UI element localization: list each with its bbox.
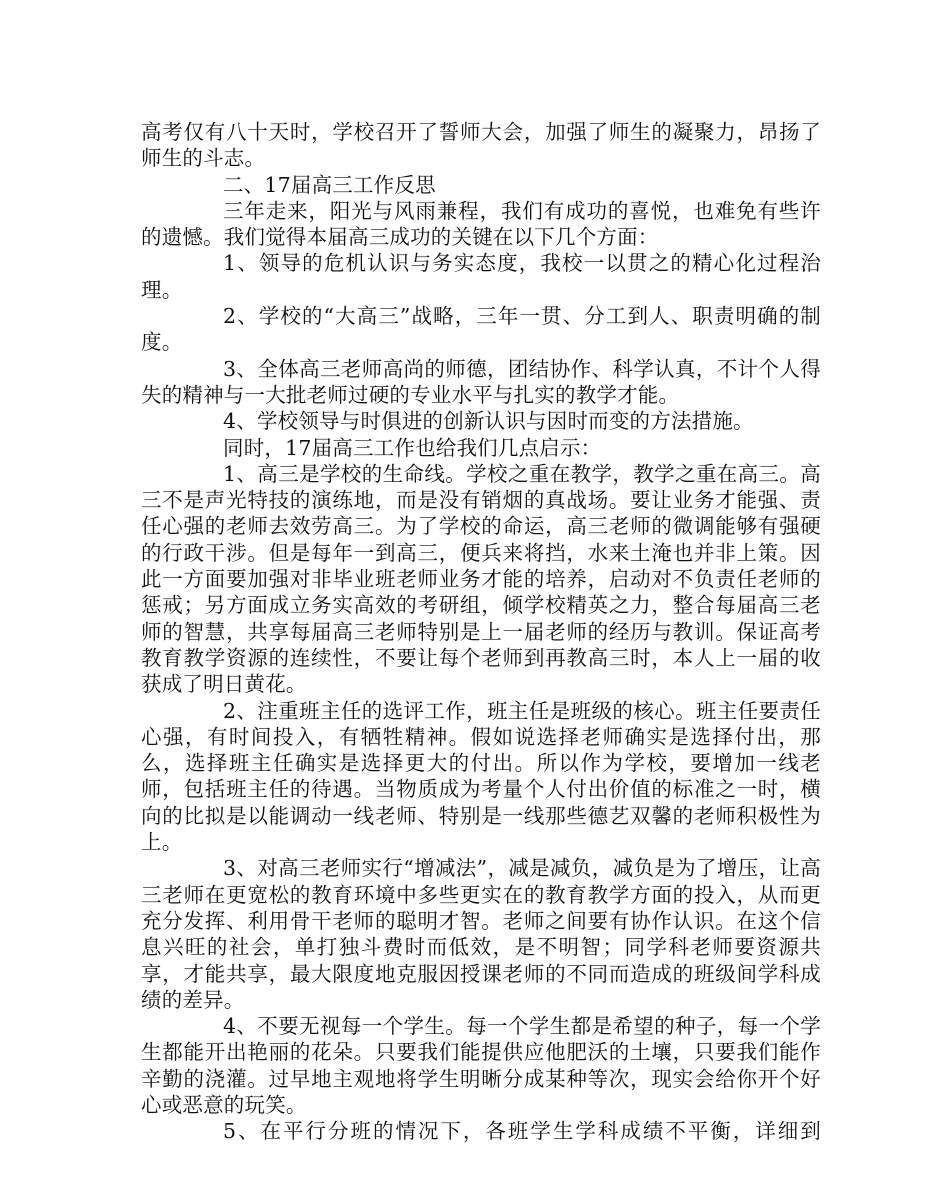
list-item-4: 4、学校领导与时俱进的创新认识与因时而变的方法措施。	[223, 409, 754, 434]
list-item-3: 3、全体高三老师高尚的师德，团结协作、科学认真，不计个人得失的精神与一大批老师过硬的专业水平与扎实的教学才能。	[141, 356, 821, 407]
paragraph-continuation: 高考仅有八十天时，学校召开了誓师大会，加强了师生的凝聚力，昂扬了师生的斗志。	[141, 120, 821, 171]
paragraph-intro: 三年走来，阳光与风雨兼程，我们有成功的喜悦，也难免有些许的遗憾。我们觉得本届高三成功的关键在以下几个方面：	[141, 198, 821, 250]
lesson-item-2: 2、注重班主任的选评工作，班主任是班级的核心。班主任要责任心强，有时间投入，有牺牲精神。假如说选择老师确实是选择付出，那么，选择班主任确实是选择更大的付出。所以作为学校，要增加一线老师，包括班主任的待遇。当物质成为考量个人付出价值的标准之一时，横向的比拟是以能调动一线老师、特别是一线那些德艺双馨的老师积极性为上。	[141, 698, 821, 855]
list-item-1: 1、领导的危机认识与务实态度，我校一以贯之的精心化过程治理。	[141, 251, 821, 302]
lesson-item-1: 1、高三是学校的生命线。学校之重在教学，教学之重在高三。高三不是声光特技的演练地，而是没有销烟的真战场。要让业务才能强、责任心强的老师去效劳高三。为了学校的命运，高三老师的微调能够有强硬的行政干涉。但是每年一到高三，便兵来将挡，水来土淹也并非上策。因此一方面要加强对非毕业班老师业务才能的培养，启动对不负责任老师的惩戒；另方面成立务实高效的考研组，倾学校精英之力，整合每届高三老师的智慧，共享每届高三老师特别是上一届老师的经历与教训。保证高考教育教学资源的连续性，不要让每个老师到再教高三时，本人上一届的收获成了明日黄花。	[141, 461, 821, 697]
document-body	[141, 119, 821, 1145]
lesson-item-3: 3、对高三老师实行“增减法”，减是减负，减负是为了增压，让高三老师在更宽松的教育环境中多些更实在的教育教学方面的投入，从而更充分发挥、利用骨干老师的聪明才智。老师之间要有协作认识。在这个信息兴旺的社会，单打独斗费时而低效，是不明智；同学科老师要资源共享，才能共享，最大限度地克服因授课老师的不同而造成的班级间学科成绩的差异。	[141, 856, 821, 1012]
lesson-item-5: 5、在平行分班的情况下，各班学生学科成绩不平衡，详细到	[223, 1119, 821, 1144]
lesson-item-4: 4、不要无视每一个学生。每一个学生都是希望的种子，每一个学生都能开出艳丽的花朵。只要我们能提供应他肥沃的土壤，只要我们能作辛勤的浇灌。过早地主观地将学生明晰分成某种等次，现实会给你开个好心或恶意的玩笑。	[141, 1014, 821, 1117]
paragraph-lessons-intro: 同时，17届高三工作也给我们几点启示：	[223, 435, 602, 460]
section-heading: 二、17届高三工作反思	[223, 172, 436, 197]
list-item-2: 2、学校的“大高三”战略，三年一贯、分工到人、职责明确的制度。	[141, 304, 821, 355]
